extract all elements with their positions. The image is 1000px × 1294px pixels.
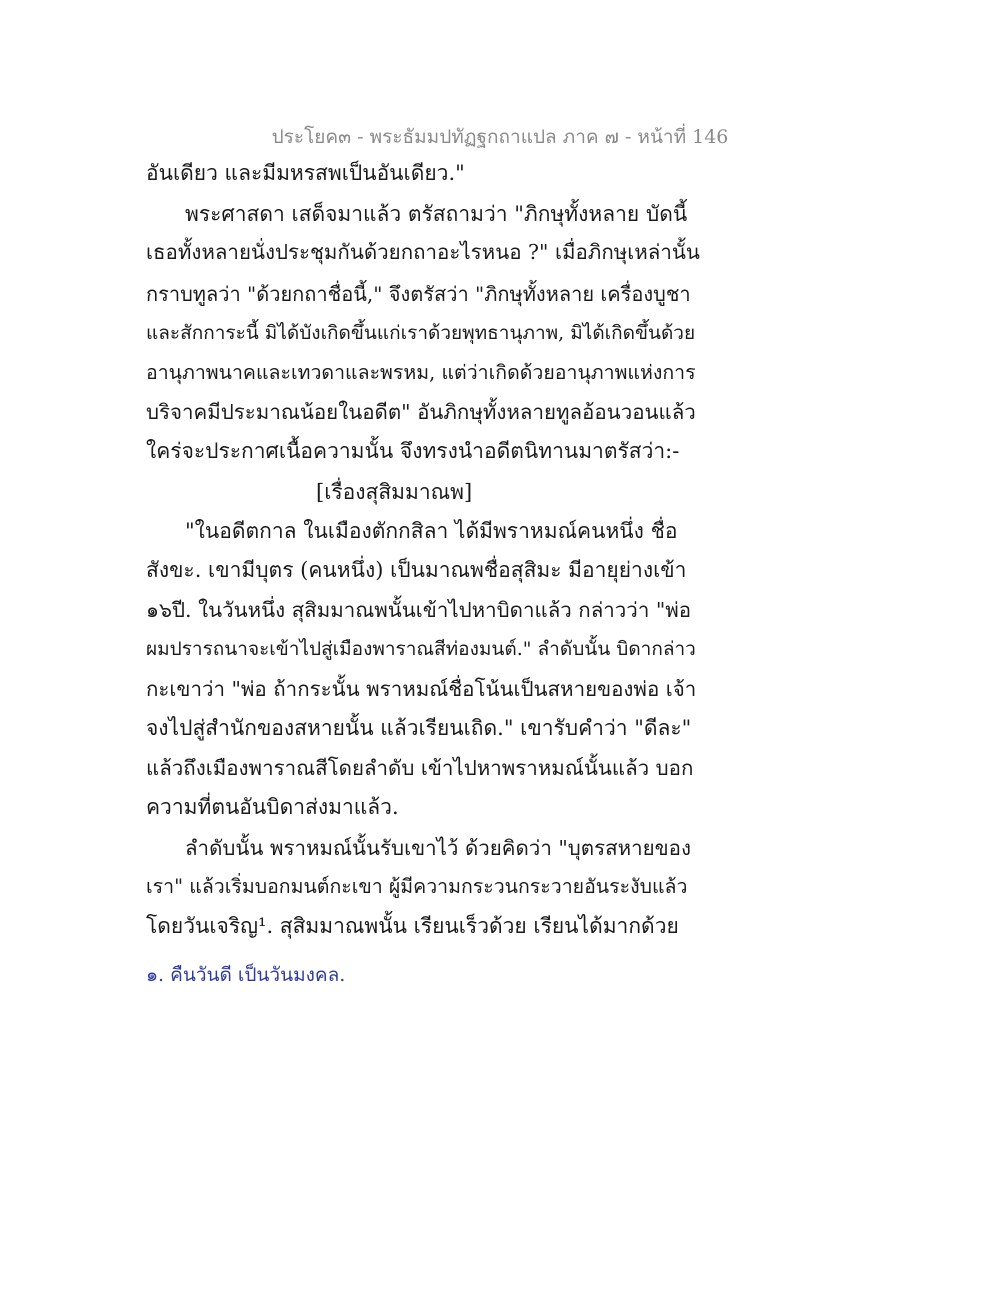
text-line: อานุภาพนาคและเทวดาและพรหม, แต่ว่าเกิดด้วยอานุภาพแห่งการ: [146, 361, 696, 384]
footnote: ๑. คืนวันดี เป็นวันมงคล.: [146, 964, 346, 986]
text-line: ลำดับนั้น พราหมณ์นั้นรับเขาไว้ ด้วยคิดว่า "บุตรสหายของ: [185, 836, 691, 860]
text-line: ๑๖ปี. ในวันหนึ่ง สุสิมมาณพนั้นเข้าไปหาบิดาแล้ว กล่าวว่า "พ่อ: [146, 598, 692, 622]
text-line: เธอทั้งหลายนั่งประชุมกันด้วยกถาอะไรหนอ ?" เมื่อภิกษุเหล่านั้น: [146, 240, 700, 264]
text-line: ใคร่จะประกาศเนื้อความนั้น จึงทรงนำอดีตนิทานมาตรัสว่า:-: [146, 439, 680, 463]
text-line: จงไปสู่สำนักของสหายนั้น แล้วเรียนเถิด." เขารับคำว่า "ดีละ": [146, 716, 692, 740]
section-heading: [เรื่องสุสิมมาณพ]: [316, 480, 473, 504]
text-line: เรา" แล้วเริ่มบอกมนต์กะเขา ผู้มีความกระวนกระวายอันระงับแล้ว: [146, 875, 688, 898]
page-number: 146: [692, 126, 729, 148]
text-line: แล้วถึงเมืองพาราณสีโดยลำดับ เข้าไปหาพราหมณ์นั้นแล้ว บอก: [146, 756, 694, 780]
text-line: ผมปรารถนาจะเข้าไปสู่เมืองพาราณสีท่องมนต์." ลำดับนั้น บิดากล่าว: [146, 638, 696, 660]
text-line: กราบทูลว่า "ด้วยกถาชื่อนี้," จึงตรัสว่า "ภิกษุทั้งหลาย เครื่องบูชา: [146, 282, 691, 306]
text-line: และสักการะนี้ มิได้บังเกิดขึ้นแก่เราด้วยพุทธานุภาพ, มิได้เกิดขึ้นด้วย: [146, 322, 696, 344]
text-line: พระศาสดา เสด็จมาแล้ว ตรัสถามว่า "ภิกษุทั้งหลาย บัดนี้: [185, 202, 688, 226]
header-title: ประโยค๓ - พระธัมมปทัฏฐกถาแปล ภาค ๗ - หน้าที่: [271, 126, 687, 148]
text-line: "ในอดีตกาล ในเมืองตักกสิลา ได้มีพราหมณ์คนหนึ่ง ชื่อ: [185, 519, 678, 543]
text-line: กะเขาว่า "พ่อ ถ้ากระนั้น พราหมณ์ชื่อโน้นเป็นสหายของพ่อ เจ้า: [146, 677, 697, 701]
text-line: บริจาคมีประมาณน้อยในอดีต" อันภิกษุทั้งหลายทูลอ้อนวอนแล้ว: [146, 400, 696, 424]
text-line: ความที่ตนอันบิดาส่งมาแล้ว.: [146, 795, 399, 819]
text-line: อันเดียว และมีมหรสพเป็นอันเดียว.": [146, 161, 465, 185]
text-line: สังขะ. เขามีบุตร (คนหนึ่ง) เป็นมาณพชื่อสุสิมะ มีอายุย่างเข้า: [146, 558, 687, 582]
text-line: โดยวันเจริญ¹. สุสิมมาณพนั้น เรียนเร็วด้วย เรียนได้มากด้วย: [146, 914, 679, 938]
